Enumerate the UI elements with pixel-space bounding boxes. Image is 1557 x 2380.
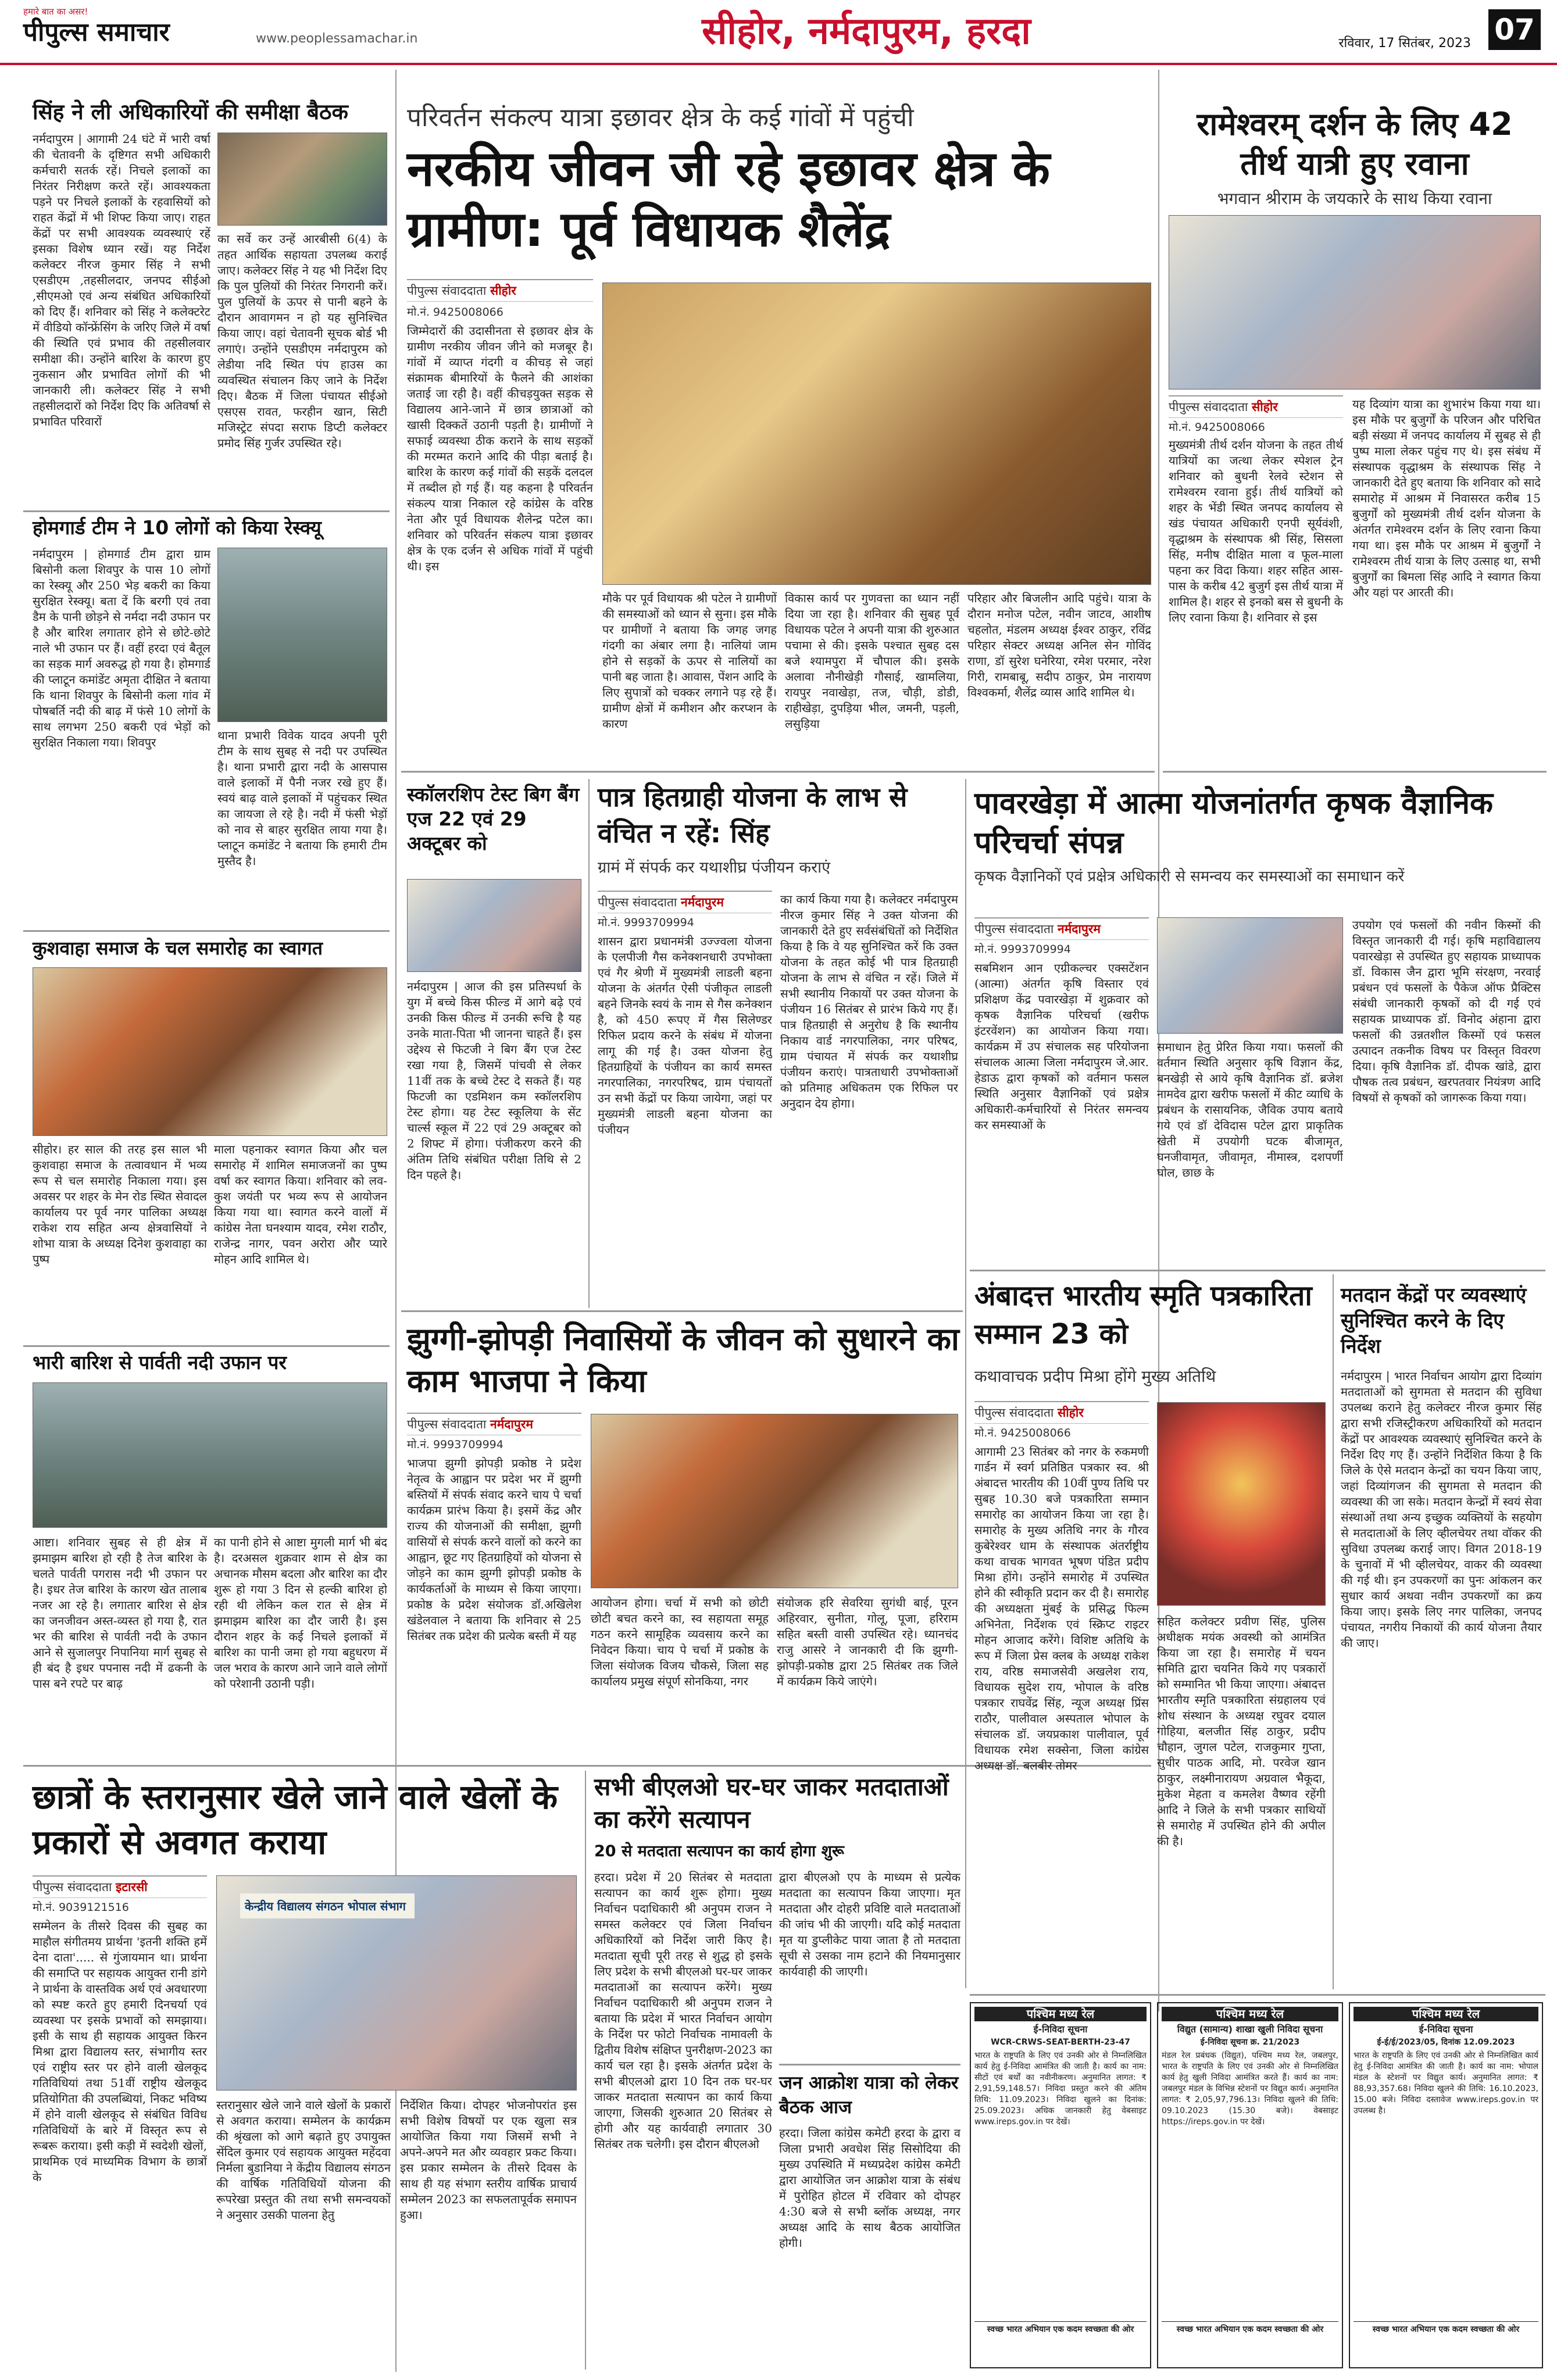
- article-ichhawar-col4: [967, 591, 1151, 765]
- subhead-rameshwaram: भगवान श्रीराम के जयकारे के साथ किया रवाना: [1217, 189, 1492, 208]
- article-text: सहित कलेक्टर प्रवीण सिंह, पुलिस अधीक्षक मयंक अवस्थी को आमंत्रित किया जा रहा है। समारोह में चयन समिति द्वारा चयनित किये गए पत्रकारों को सम्मानित भी किया जाएगा। अंबादत्त भारतीय स्मृति पत्रकारिता संग्रहालय एवं शोध संस्थान के अध्यक्ष रघुवर दयाल गोहिया, बलजीत सिंह ठाकुर, प्रदीप चौहान, जुगल पटेल, राजकुमार गुप्ता, सुधीर पाठक आदि, मो. परवेज खान ठाकुर, लक्ष्मीनारायण अग्रवाल भैकूदा, मुकेश मेहता व कमलेश वैष्णव रहेंगी आदि ने जिले के सभी पत्रकार साथियों से समारोह में उपस्थित होने की अपील की है।: [1157, 1614, 1326, 1848]
- article-text: समाधान हेतु प्रेरित किया गया। फसलों की वर्तमान स्थिति अनुसार कृषि विज्ञान केंद्र, बनखेड़ी से आये कृषि वैज्ञानिक डॉ. ब्रजेश नामदेव द्वारा खरीफ फसलों में कीट व्याधि के प्रबंधन के रासायनिक, जैविक उपाय बताये गये एवं डॉ देविदास पटेल द्वारा प्राकृतिक खेती में उपयोगी घटक बीजामृत, घनजीवामृत, जीवामृत, नीमास्त्र, दशपर्णी घोल, छाछ के: [1157, 1040, 1343, 1180]
- article-jhuggi-col1: [407, 1456, 581, 1758]
- article-text: विकास कार्य पर गुणवत्ता का ध्यान नहीं दिया जा रहा है। शनिवार की सुबह पूर्व विधायक पटेल ने अपनी यात्रा की शुरुआत पचामा से की। इसके पश्चात सुबह दस बजे श्यामपुरा में चौपाल की। इसके अलावा नौनीखेड़ी गौसाई, खामलिया, रायपुर नवाखेड़ा, तज, चौड़ी, डोडी, राहीखेड़ा, दुपड़िया भील, जमनी, पड़ली, लसुड़िया: [785, 591, 959, 731]
- notice-subtitle: ई-निविदा सूचना: [1419, 2024, 1473, 2035]
- article-patra-col1: [598, 934, 772, 1306]
- conference-photo: [216, 1875, 577, 2090]
- masthead: [0, 0, 1557, 65]
- headline-patra: पात्र हितग्राही योजना के लाभ से वंचित न रहें: सिंह: [598, 781, 908, 849]
- notice-footer: स्वच्छ भारत अभियान एक कदम स्वच्छता की ओर: [974, 2321, 1147, 2335]
- article-ambadatt-col2: [1157, 1614, 1326, 1991]
- article-text: सम्मेलन के तीसरे दिवस की सुबह का माहौल संगीतमय प्रार्थना 'इतनी शक्ति हमें देना दाता'..... से गुंजायमान था। प्रार्थना की समाप्ति पर सहायक आयुक्त रानी डांगे ने प्रार्थना के वास्तविक अर्थ एवं अवधारणा को स्पष्ट करते हुए हमारी दिनचर्या एवं व्यवस्था पर इसके प्रभावों को समझाया। इसी के साथ ही सहायक आयुक्त किरन मिश्रा द्वारा विद्यालय स्तर, संभागीय स्तर एवं राष्ट्रीय स्तर पर होने वाली खेलकूद गतिविधियां तथा 51वीं राष्ट्रीय खेलकूद प्रतियोगिता की उपलब्धियां, निकट भविष्य में होने वाली खेलकूद से संबंधित विविध गतिविधियों के बारे में विस्तृत रूप से रूबरू कराया। इसी कड़ी में स्वदेशी खेलों, प्राथमिक एवं माध्यमिक विभाग के छात्रों के: [33, 1919, 207, 2184]
- logo-text: पीपुल्स समाचार: [23, 17, 170, 47]
- railway-notice-3: [1349, 2002, 1543, 2368]
- article-homeguard: [33, 546, 210, 924]
- section-rule: [23, 510, 390, 512]
- byline-city: नर्मदापुरम: [1058, 922, 1101, 936]
- article-review-meeting: [33, 131, 210, 503]
- section-rule: [23, 930, 390, 932]
- collector-photo: [217, 133, 387, 226]
- article-text: हरदा। जिला कांग्रेस कमेटी हरदा के द्वारा व जिला प्रभारी अवधेश सिंह सिसोदिया की मुख्य उपस्थिति में मध्यप्रदेश कांग्रेस कमेटी द्वारा आयोजित जन आक्रोश यात्रा के संबंध में पुरोहित होटल में रविवार को दोपहर 4:30 बजे से सभी ब्लॉक अध्यक्ष, नगर अध्यक्ष आदि के साथ बैठक आयोजित होगी।: [779, 2126, 960, 2250]
- railway-notice-1: [970, 2002, 1151, 2368]
- article-ambadatt-col1: [974, 1444, 1149, 1991]
- article-text: परिहार और बिजलीन आदि पहुंचे। यात्रा के दौरान मनोज पटेल, नवीन जाटव, आशीष चहलोत, मंडलम अध्यक्ष ईश्वर ठाकुर, रविंद्र परिहार सेक्टर अध्यक्ष अनिल सेन गोविंद राणा, डॉ सुरेश घनेरिया, रमेश परमार, नरेश गिरी, रामबाबू, सदीप ठाकुर, प्रेम नारायण विश्वकर्मा, शैलेंद्र व्यास आदि शामिल थे।: [967, 591, 1151, 699]
- article-rameshwaram-col2: [1352, 396, 1541, 765]
- chai-pe-charcha-photo: [591, 1414, 958, 1588]
- issue-date: रविवार, 17 सितंबर, 2023: [1338, 36, 1471, 51]
- section-title: सीहोर, नर्मदापुरम, हरदा: [702, 10, 1031, 53]
- river-flood-photo: [33, 1382, 387, 1528]
- article-text: संयोजक हरि सेवरिया सुगंधी बाई, पूरन अहिरवार, सुनीता, गोलू, पूजा, हरिराम सहित बस्ती वासी उपस्थित रहे। ध्यानचंद राजु आसरे ने जानकारी दी कि झुग्गी-झोपड़ी-प्रकोष्ठ द्वारा 25 सितंबर तक जिले में कार्यक्रम किये जाएंगे।: [777, 1596, 958, 1688]
- article-text: नर्मदापुरम | आज की इस प्रतिस्पर्धा के युग में बच्चे किस फील्ड में आगे बढ़े एवं उनकी किस फील्ड में उनकी रूचि है यह उनके माता-पिता भी जानना चाहते हैं। इस उद्देश्य से फिटजी ने बिग बैंग एज टेस्ट रखा गया है, जिसमें पांचवी से लेकर 11वीं तक के बच्चे टेस्ट दे सकते हैं। यह फिटजी का एडमिशन कम स्कॉलरशिप टेस्ट होगा। यह टेस्ट स्कूलिया के सेंट चार्ल्स स्कूल में 22 एवं 29 अक्टूबर को 2 शिफ्ट में होगा। पंजीकरण करने की अंतिम तिथि संबंधित परीक्षा तिथि से 2 दिन पहले है।: [407, 980, 581, 1182]
- article-text: निर्देशित किया। दोपहर भोजनोपरांत इस सभी विशेष विषयों पर एक खुला सत्र आयोजित किया गया जिसमें सभी ने अपने-अपने मत और व्यवहार प्रकट किया। इस प्रकार सम्मेलन के तीसरे दिवस के साथ ही यह संभाग स्तरीय वार्षिक प्राचार्य सम्मेलन 2023 का सफलतापूर्वक समापन हुआ।: [400, 2098, 577, 2222]
- article-text: जिम्मेदारों की उदासीनता से इछावर क्षेत्र के ग्रामीण नरकीय जीवन जीने को मजबूर है। गांवों में व्याप्त गंदगी व कीचड़ से जहां संक्रामक बीमारियों के फैलने की आशंका जताई जा रही है। वहीं कीचड़युक्त सड़क से विद्यालय आने-जाने में छात्र छात्राओं को खासी दिक्कतें उठानी पड़ती है। ग्रामीणों ने सफाई व्यवस्था ठीक कराने के साथ सड़कों की मरम्मत कराने आदि की पीड़ा बताई है। बारिश के कारण कई गांवों की सड़कें दलदल में तब्दील हो गई हैं। यह कहना है परिवर्तन संकल्प यात्रा निकाल रहे कांग्रेस के वरिष्ठ नेता और पूर्व विधायक शैलेन्द्र पटेल का। शनिवार को परिवर्तन संकल्प यात्रा इछावर क्षेत्र के एक दर्जन से अधिक गांवों में पहुंची थी। इस: [407, 324, 593, 573]
- article-blo-col1: [594, 1870, 772, 2366]
- reporter-mobile: मो.नं. 9993709994: [974, 943, 1071, 956]
- article-text: सबमिशन आन एग्रीकल्चर एक्सटेंशन (आत्मा) अंतर्गत कृषि विस्तार एवं प्रशिक्षण केंद्र पवारखेड़ा में शुक्रवार को कृषक वैज्ञानिक परिचर्चा (खरीफ इंटरवेंशन) का आयोजन किया गया। कार्यक्रम में उप संचालक सह परियोजना संचालक आत्मा जिला नर्मदापुरम जे.आर. हेडाऊ द्वारा कृषकों को वर्तमान फसल स्थिति अनुसार वैज्ञानिकों एवं प्रक्षेत्र अधिकारी-कर्मचारियों से निरंतर समन्वय कर समस्याओं के: [974, 961, 1149, 1132]
- byline-text: पीपुल्स संवाददाता: [407, 1417, 487, 1431]
- article-text: का पानी होने से आष्टा मुगली मार्ग भी बंद है। दरअसल शुक्रवार शाम से क्षेत्र का अचानक मौसम बदला और बारिश का दौर शुरू हो गया 3 दिन से हल्की बारिश हो रही थी लेकिन कल रात से क्षेत्र में झमाझम बारिश का दौर जारी है। इस दौरान शहर के कई निचले इलाकों में बारिश का पानी जमा हो गया बहुधरण में जल भराव के कारण आने जाने वाले लोगों को परेशानी उठानी पड़ी।: [214, 1535, 387, 1691]
- article-text: माला पहनाकर स्वागत किया और चल समारोह में शामिल समाजजनों का पुष्प वर्षा कर स्वागत किया। शनिवार को लव-कुश जयंती पर भव्य रूप से आयोजन किया गया था। स्वागत करने वालों में कांग्रेस नेता घनश्याम यादव, रमेश राठौर, राजेन्द्र नागर, पवन अरोरा और प्यारे मोहन आदि शामिल थे।: [214, 1142, 387, 1266]
- byline-ambadatt: [974, 1401, 1149, 1424]
- headline-rameshwaram: रामेश्वरम् दर्शन के लिए 42 तीर्थ यात्री हुए रवाना: [1197, 106, 1513, 182]
- kicker-parivartan: परिवर्तन संकल्प यात्रा इछावर क्षेत्र के कई गांवों में पहुंची: [407, 103, 914, 133]
- byline-text: पीपुल्स संवाददाता: [407, 284, 487, 298]
- article-ichhawar-col3: [785, 591, 959, 765]
- article-text: यह दिव्यांग यात्रा का शुभारंभ किया गया था। इस मौके पर बुजुर्गों के परिजन और परिचित बड़ी संख्या में जनपद कार्यालय में सुबह से ही पुष्प माला लेकर पहुंच गए थे। इस संबंध में संस्थापक वृद्धाश्रम के संस्थापक सिंह ने जानकारी देते हुए बताया कि शनिवार को सादे समारोह में आश्रम में निवासरत करीब 15 बुजुर्गों को मुख्यमंत्री तीर्थ दर्शन योजना के अंतर्गत रामेश्वरम दर्शन के लिए रवाना किया गया था। इस मौके पर आश्रम में बुजुर्गों ने रामेश्वरम तीर्थ यात्रा के लिए उत्साह था, सभी बुजुर्गों का बिमला सिंह आदि ने स्वागत किया और यहां पर आरती की।: [1352, 397, 1541, 599]
- headline-ambadatt: अंबादत्त भारतीय स्मृति पत्रकारिता सम्मान 23 को: [974, 1280, 1312, 1350]
- byline-students: [33, 1875, 207, 1898]
- section-rule: [23, 1345, 390, 1347]
- subhead-ambadatt: कथावाचक प्रदीप मिश्रा होंगे मुख्य अतिथि: [974, 1367, 1216, 1386]
- reporter-mobile: मो.नं. 9993709994: [598, 916, 694, 929]
- section-rule: [1163, 771, 1547, 773]
- pradeep-mishra-photo: [1157, 1402, 1326, 1606]
- headline-parvati-river: भारी बारिश से पार्वती नदी उफान पर: [33, 1351, 287, 1374]
- article-parvati-cont: [214, 1535, 387, 1756]
- notice-body: भारत के राष्ट्रपति के लिए एवं उनकी ओर से निम्नलिखित कार्य हेतु ई-निविदा आमंत्रित की जाती है। कार्य का नाम: सीटों एवं बर्थों का नवीनीकरण। अनुमानित लागत: ₹ 2,91,59,148.57। निविदा प्रस्तुत करने की अंतिम तिथि: 11.09.2023। निविदा खुलने का दिनांक: 25.09.2023। अधिक जानकारी हेतु वेबसाइट www.ireps.gov.in पर देखें।: [974, 2051, 1147, 2127]
- article-patra-col2: [780, 892, 958, 1306]
- article-review-meeting-cont: [217, 231, 387, 503]
- byline-text: पीपुल्स संवाददाता: [974, 1406, 1054, 1420]
- article-jhuggi-col3: [777, 1595, 958, 1758]
- article-text: स्तरानुसार खेले जाने वाले खेलों के प्रकारों से अवगत कराया। सम्मेलन के कार्यक्रम की श्रृंखला को आगे बढ़ाते हुए उपायुक्त सेंदिल कुमार एवं सहायक आयुक्त महेंदवा निर्मला बुडानिया ने केंद्रीय विद्यालय संगठन की वार्षिक गतिविधियों योजना की रूपरेखा प्रस्तुत की तथा सभी समन्वयकों ने अनुसार उसकी पालना हेतु: [216, 2098, 391, 2222]
- article-text: शासन द्वारा प्रधानमंत्री उज्ज्वला योजना के एलपीजी गैस कनेक्शनधारी उपभोक्ता एवं गैर श्रेणी में मुख्यमंत्री लाडली बहना योजना के अंतर्गत ऐसी पंजीकृत लाडली बहने जिनके स्वयं के नाम से गैस कनेक्शन है, को 450 रूपए में गैस सिलेण्डर रिफिल प्रदाय करने के संबंध में योजना लागू की गई है। उक्त योजना हेतु हितग्राहियों के पंजीयन का कार्य समस्त नगरपालिका, नगरपरिषद, ग्राम पंचायतों उन सभी केंद्रों पर किया जायेगा, जहां पर मुख्यमंत्री लाडली बहना योजना का पंजीयन: [598, 934, 772, 1137]
- section-rule: [401, 771, 1155, 773]
- article-text: आगामी 23 सितंबर को नगर के रुकमणी गार्डन में स्वर्ग प्रतिष्ठित पत्रकार स्व. श्री अंबादत्त भारतीय की 10वीं पुण्य तिथि पर सुबह 10.30 बजे पत्रकारिता सम्मान समारोह का आयोजन किया जा रहा है। समारोह के मुख्य अतिथि नगर के गौरव कुबेरेश्वर धाम के संस्थापक अंतर्राष्ट्रीय कथा वाचक भागवत भूषण पंडित प्रदीप मिश्रा होंगे। उन्होंने समारोह में उपस्थित होने की स्वीकृति प्रदान कर दी है। समारोह की अध्यक्षता मुंबई के प्रसिद्ध फिल्म अभिनेता, निर्देशक एवं स्क्रिप्ट राइटर मोहन आजाद करेंगे। विशिष्ट अतिथि के रूप में जिला प्रेस क्लब के अध्यक्ष राकेश राय, वरिष्ठ समाजसेवी अखलेश राय, विधायक सुदेश राय, भोपाल के वरिष्ठ पत्रकार राघवेंद्र सिंह, न्यूज अध्यक्ष प्रिंस राठौर, पालीवाल अस्पताल भोपाल के संचालक डॉ. जयप्रकाश पालीवाल, पूर्व विधायक रमेश सक्सेना, जिला कांग्रेस अध्यक्ष डॉ. बलबीर तोमर: [974, 1445, 1149, 1773]
- article-scholarship: [407, 979, 581, 1305]
- notice-footer: स्वच्छ भारत अभियान एक कदम स्वच्छता की ओर: [1162, 2321, 1338, 2335]
- article-text: नर्मदापुरम | आगामी 24 घंटे में भारी वर्षा की चेतावनी के दृष्टिगत सभी अधिकारी कर्मचारी सतर्क रहें। निचले इलाकों का निरंतर निरीक्षण करते रहें। आवश्यकता पड़ने पर निचले इलाकों के रहवासियों को राहत केंद्रों में भी शिफ्ट किया जाए। राहत केंद्रों पर सभी आवश्यक व्यवस्थाएं रहें इसका विशेष ध्यान रखें। यह निर्देश कलेक्टर नीरज कुमार सिंह ने सभी एसडीएम ,तहसीलदार, जनपद सीईओ ,सीएमओ एवं अन्य संबंधित अधिकारियों को दिए हैं। शनिवार को सिंह ने कलेक्टरेट में वीडियो कॉन्फ्रेंसिंग के जरिए जिले में वर्षा की स्थिति एवं प्रभाव की तहसीलवार समीक्षा की। उन्होंने बारिश के कारण हुए नुकसान और प्रभावित लोगों की भी जानकारी ली। कलेक्टर सिंह ने सभी तहसीलदारों को निर्देश दिए कि अतिवर्षा से प्रभावित परिवारों: [33, 132, 210, 428]
- notice-ref: ई-निविदा सूचना क्र. 21/2023: [1200, 2038, 1300, 2047]
- headline-blo: सभी बीएलओ घर-घर जाकर मतदाताओं का करेंगे सत्यापन: [594, 1773, 949, 1834]
- reporter-mobile: मो.नं. 9425008066: [407, 306, 503, 319]
- reporter-mobile: मो.नं. 9039121516: [33, 1901, 129, 1914]
- byline-city: सीहोर: [1252, 400, 1278, 414]
- notice-subtitle: ई-निविदा सूचना: [1033, 2024, 1088, 2035]
- notice-ref: ई-ई/ई/2023/05, दिनांक 12.09.2023: [1377, 2038, 1515, 2047]
- subhead-patra: ग्रामं में संपर्क कर यथाशीघ्र पंजीयन कराएं: [598, 859, 831, 877]
- pilgrims-photo: [1169, 215, 1541, 389]
- headline-powerkheda: पावरखेड़ा में आत्मा योजनांतर्गत कृषक वैज्ञानिक परिचर्चा संपन्न: [974, 786, 1493, 860]
- scholarship-photo: [407, 879, 581, 972]
- subhead-powerkheda: कृषक वैज्ञानिकों एवं प्रक्षेत्र अधिकारी से समन्वय कर समस्याओं का समाधान करें: [974, 868, 1405, 885]
- article-text: का सर्वे कर उन्हें आरबीसी 6(4) के तहत आर्थिक सहायता उपलब्ध कराई जाए। कलेक्टर सिंह ने यह भी निर्देश दिए कि पुल पुलियों की निरंतर निगरानी करें। पुल पुलियों के ऊपर से पानी बहने के दौरान आवागमन न हो यह सुनिश्चित किया जाए। वहां चेतावनी सूचक बोर्ड भी लगाएं। उन्होंने एसडीएम नर्मदापुरम को लेडीया नदि स्थित पंप हाउस का व्यवस्थित संचालन किए जाने के निर्देश दिए। बैठक में जिला पंचायत सीईओ एसएस रावत, फरहीन खान, सिटी मजिस्ट्रेट संपदा सराफ डिप्टी कलेक्टर प्रमोद सिंह गुर्जर उपस्थित रहे।: [217, 232, 387, 450]
- article-jhuggi-col2: [591, 1595, 769, 1758]
- article-students-col1: [33, 1918, 207, 2366]
- notice-ref: WCR-CRWS-SEAT-BERTH-23-47: [991, 2038, 1130, 2047]
- byline-text: पीपुल्स संवाददाता: [598, 895, 677, 909]
- newspaper-logo: [23, 6, 267, 52]
- article-powerkheda-col2: [1157, 1039, 1343, 1263]
- headline-scholarship: स्कॉलरशिप टेस्ट बिग बैंग एज 22 एवं 29 अक्टूबर को: [407, 783, 580, 855]
- article-powerkheda-col1: [974, 960, 1149, 1263]
- article-ichhawar-col1: [407, 323, 593, 765]
- seminar-photo: [1157, 917, 1343, 1034]
- article-ichhawar-col2: [602, 591, 777, 765]
- chaupal-photo: [602, 283, 1151, 585]
- byline-patra: [598, 891, 772, 913]
- article-homeguard-cont: [217, 728, 387, 924]
- article-blo-col2: [779, 1870, 960, 2059]
- article-students-col2: [216, 2097, 391, 2366]
- section-rule: [779, 2064, 960, 2065]
- article-rameshwaram-col1: [1169, 437, 1343, 765]
- page-number: 07: [1488, 9, 1541, 50]
- byline-text: पीपुल्स संवाददाता: [1169, 400, 1248, 414]
- byline-city: सीहोर: [1058, 1406, 1084, 1420]
- article-text: थाना प्रभारी विवेक यादव अपनी पूरी टीम के साथ सुबह से नदी पर उपस्थित है। थाना प्रभारी द्वारा नदी के आसपास वाले इलाकों में पैनी नजर रखे हुए हैं। स्वयं बाढ़ वाले इलाकों में पहुंचकर स्थित का जायजा ले रहे है। नदी में फंसी भेड़ों को नाव से बाहर सुरक्षित लाया गया है। प्लाटून कमांडेंट ने बताया कि हमारी टीम मुस्तैद है।: [217, 728, 387, 868]
- headline-jan-aakrosh: जन आक्रोश यात्रा को लेकर बैठक आज: [779, 2072, 959, 2118]
- reporter-mobile: मो.नं. 9425008066: [1169, 421, 1265, 434]
- article-text: उपयोग एवं फसलों की नवीन किस्मों की विस्तृत जानकारी दी गई। कृषि महाविद्यालय पवारखेड़ा से उपस्थित हुए सहायक प्राध्यापक डॉ. विकास जैन द्वारा भूमि संरक्षण, नरवाई प्रबंधन एवं फसलों के पैकेज ऑफ प्रैक्टिस संबंधी जानकारी कृषकों को दी गई एवं सहायक प्राध्यापक डॉ. विनोद अंहाना द्वारा फसलों की उन्नतशील किस्मों एवं फसल उत्पादन तकनीक विषय पर विस्तृत विवरण दिया। कृषि वैज्ञानिक डॉ. दीपक खांडे, द्वारा पौषक तत्व प्रबंधन, खरपतवार नियंत्रण आदि विषयों से कृषकों को जागरूक किया गया।: [1352, 918, 1541, 1105]
- conference-banner: केन्द्रीय विद्यालय संगठन भोपाल संभाग: [240, 1893, 415, 1918]
- headline-ichhawar: नरकीय जीवन जी रहे इछावर क्षेत्र के ग्रामीण: पूर्व विधायक शैलेंद्र: [407, 140, 1050, 258]
- article-parvati: [33, 1535, 207, 1756]
- notice-title: पश्चिम मध्य रेल: [1162, 2007, 1338, 2021]
- byline-rameshwaram: [1169, 395, 1343, 418]
- section-rule: [970, 1994, 1545, 1996]
- article-students-col3: [400, 2097, 577, 2366]
- byline-city: नर्मदापुरम: [490, 1417, 533, 1431]
- article-powerkheda-col3: [1352, 917, 1541, 1263]
- rescue-photo: [217, 548, 387, 722]
- article-text: आयोजन होगा। चर्चा में सभी को छोटी छोटी बचत करने का, स्व सहायता समूह गठन करने सामूहिक व्यवसाय करने का निवेदन किया। चाय पे चर्चा में प्रकोष्ठ के जिला संयोजक विजय चौकसे, जिला सह कार्यालय प्रमुख संपूर्ण सोनकिया, नगर: [591, 1596, 769, 1688]
- article-kushwaha: [33, 1142, 207, 1339]
- notice-footer: स्वच्छ भारत अभियान एक कदम स्वच्छता की ओर: [1354, 2321, 1538, 2335]
- column-rule: [1333, 1274, 1334, 1989]
- article-text: नर्मदापुरम | होमगार्ड टीम द्वारा ग्राम बिसोनी कला शिवपुर के पास 10 लोगों का रेस्क्यू और 250 भेड़ बकरी का किया सुरक्षित रेस्क्यू। बता दें कि बरगी एवं तवा डैम के पानी छोड़ने से नर्मदा नदी उफान पर है और बारिश लगातार होने से छोटे-छोटे नाले भी उफान पर हैं। वहीं हरदा एवं बैतूल का सड़क मार्ग अवरुद्ध हो गया है। होमगार्ड की प्लाटून कमांडेंट अमृता दीक्षित ने बताया कि थाना शिवपुर के बिसोनी कला गांव में पोषबर्ति नदी की बाढ़ में फंसे 10 लोगों के साथ लगभग 250 बकरी एवं भेड़ों को सुरक्षित निकाला गया। शिवपुर: [33, 547, 210, 749]
- article-text: आष्टा। शनिवार सुबह से ही क्षेत्र में झमाझम बारिश हो रही है तेज बारिश के चलते पार्वती पगरास नदी भी उफान पर है। इधर तेज बारिश के कारण खेत तालाब नजर आ रहे है। लगातार बारिश से क्षेत्र का जनजीवन अस्त-व्यस्त हो गया है, रात भर की बारिश से पार्वती नदी के उफान आने से सुजालपुर निपानिया मार्ग सुबह से ही बंद है इधर पपनास नदी में ढकनी के पास बने रपटे पर बाढ़: [33, 1535, 207, 1691]
- section-rule: [970, 1270, 1545, 1271]
- column-rule: [588, 779, 590, 1308]
- notice-title: पश्चिम मध्य रेल: [974, 2007, 1147, 2021]
- reporter-mobile: मो.नं. 9993709994: [407, 1438, 503, 1451]
- notice-title: पश्चिम मध्य रेल: [1354, 2007, 1538, 2021]
- byline-city: इटारसी: [116, 1880, 148, 1894]
- article-text: सीहोर। हर साल की तरह इस साल भी कुशवाहा समाज के तत्वावधान में भव्य रूप से चल समारोह निकाला गया। इस अवसर पर शहर के मेन रोड स्थित सेवादल कार्यालय पर पूर्व नगर पालिका अध्यक्ष राकेश राय सहित अन्य क्षेत्रवासियों ने शोभा यात्रा के अध्यक्ष दिनेश कुशवाहा का पुष्प: [33, 1142, 207, 1266]
- article-text: हरदा। प्रदेश में 20 सितंबर से मतदाता सत्यापन का कार्य शुरू होगा। मुख्य निर्वाचन पदाधिकारी श्री अनुपम राजन ने समस्त कलेक्टर एवं जिला निर्वाचन अधिकारियों को निर्देश जारी किए है। मतदाता सूची पूरी तरह से शुद्ध हो इसके लिए प्रदेश के सभी बीएलओ घर-घर जाकर मतदाताओं का सत्यापन करेंगे। मुख्य निर्वाचन पदाधिकारी श्री अनुपम राजन ने बताया कि प्रदेश में भारत निर्वाचन आयोग के निर्देश पर फोटो निर्वाचक नामावली के द्वितीय विशेष संक्षिप्त पुनरीक्षण-2023 का कार्य चल रहा है। इसके अंतर्गत प्रदेश के सभी बीएलओ द्वारा 10 दिन तक घर-घर जाकर मतदाता सत्यापन का कार्य किया जाएगा, जिसकी शुरुआत 20 सितंबर से होगी और यह कार्यवाही लगातार 30 सितंबर तक चलेगी। इस दौरान बीएलओ: [594, 1870, 772, 2151]
- headline-jhuggi: झुग्गी-झोपड़ी निवासियों के जीवन को सुधारने का काम भाजपा ने किया: [407, 1321, 959, 1399]
- notice-subtitle: विद्युत (सामान्य) शाखा खुली निविदा सूचना: [1177, 2024, 1323, 2035]
- article-kushwaha-cont: [214, 1142, 387, 1339]
- article-text: नर्मदापुरम | भारत निर्वाचन आयोग द्वारा दिव्यांग मतदाताओं को सुगमता से मतदान की सुविधा उपलब्ध कराने हेतु कलेक्टर नीरज कुमार सिंह द्वारा सभी रजिस्ट्रीकरण अधिकारियों को मतदान केंद्रों पर आवश्यक व्यवस्थाएं सुनिश्चित करने के निर्देश दिए गए हैं। उन्होंने निर्देशित किया है कि जिले के ऐसे मतदान केन्द्रों का चयन किया जाए, जहां दिव्यांगजन की सुगमता से मतदान की व्यवस्था की जा सके। मतदान केन्द्रों में स्वयं सेवा संस्थाओं तथा अन्य इच्छुक व्यक्तियों के सहयोग से मतदाताओं के लिए व्हीलचेयर तथा वॉकर की सुविधा उपलब्ध कराई जाए। विगत 2018-19 के चुनावों में भी व्हीलचेयर, वाकर की व्यवस्था की गई थी। इन उपकरणों का पुनः आंकलन कर सुधार कार्य अथवा नवीन उपकरणों का क्रय किया जाए। इसके लिए नगर पालिका, जनपद पंचायत, नगरीय निकायों की कार्य योजना तैयार की जाए।: [1341, 1369, 1542, 1650]
- headline-kushwaha: कुशवाहा समाज के चल समारोह का स्वागत: [33, 937, 323, 959]
- byline-text: पीपुल्स संवाददाता: [974, 922, 1054, 936]
- headline-students: छात्रों के स्तरानुसार खेले जाने वाले खेलों के प्रकारों से अवगत कराया: [33, 1777, 558, 1862]
- article-text: भाजपा झुग्गी झोपड़ी प्रकोष्ठ ने प्रदेश नेतृत्व के आह्वान पर प्रदेश भर में झुग्गी बस्तियों में संपर्क संवाद करने चाय पे चर्चा कार्यक्रम प्रारंभ किया है। इसमें केंद्र और राज्य की योजनाओं की समीक्षा, झुग्गी वासियों से संपर्क करने वालों को करने का आह्वान, छूट गए हितग्राहियों को योजना से जोड़ने का काम झुग्गी झोपड़ी प्रकोष्ठ के कार्यकर्ताओं के माध्यम से किया जाएगा। प्रकोष्ठ के प्रदेश संयोजक डॉ.अखिलेश खंडेलवाल ने बताया कि शनिवार से 25 सितंबर तक प्रदेश की प्रत्येक बस्ती में यह: [407, 1456, 581, 1643]
- byline-city: नर्मदापुरम: [681, 895, 724, 909]
- section-rule: [401, 1310, 963, 1312]
- article-text: मौके पर पूर्व विधायक श्री पटेल ने ग्रामीणों की समस्याओं को ध्यान से सुना। इस मौके पर ग्रामीणों ने बताया कि जगह जगह गंदगी का अंबार लगा है। नालियां जाम होने से सड़कों के ऊपर से नालियों का पानी बह जाता है। आवास, पेंशन आदि के लिए सुपात्रों को चक्कर लगाने पड़ रहे हैं। ग्रामीण क्षेत्रों में कमीशन और करप्शन के कारण: [602, 591, 777, 731]
- byline-jhuggi: [407, 1413, 581, 1435]
- notice-body: मंडल रेल प्रबंधक (विद्युत), पश्चिम मध्य रेल, जबलपुर, भारत के राष्ट्रपति के लिए एवं उनकी ओर से निम्नलिखित कार्य हेतु खुली निविदा आमंत्रित करते हैं। कार्य का नाम: जबलपुर मंडल के विभिन्न स्टेशनों पर विद्युत कार्य। अनुमानित लागत: ₹ 2,05,97,796.13। निविदा खुलने की तिथि: 09.10.2023 (15.30 बजे)। वेबसाइट https://ireps.gov.in पर देखें।: [1162, 2051, 1338, 2127]
- website-url[interactable]: www.peoplessamachar.in: [256, 31, 418, 46]
- article-jan-aakrosh: [779, 2125, 960, 2366]
- article-text: का कार्य किया गया है। कलेक्टर नर्मदापुरम नीरज कुमार सिंह ने उक्त योजना की जानकारी देते हुए सर्वसंबंधितों को निर्देशित किया है कि वे यह सुनिश्चित करें कि उक्त योजना के तहत कोई भी पात्र हितग्राही योजना के लाभ से वंचित न रहें। जिले में सभी स्थानीय निकायों पर उक्त योजना के पंजीयन 16 सितंबर से प्रारंभ किये गए हैं। पात्र हितग्राही से अनुरोध है कि स्थानीय निकाय वार्ड नगरपालिका, नगर परिषद, ग्राम पंचायत में संपर्क कर यथाशीघ्र पंजीयन कराएं। पात्रताधारी उपभोक्ताओं को प्रतिमाह अधिकतम एक रिफिल पर अनुदान देय होगा।: [780, 892, 958, 1110]
- notice-body: भारत के राष्ट्रपति के लिए एवं उनकी ओर से निम्नलिखित कार्य हेतु ई-निविदा आमंत्रित की जाती है। कार्य का नाम: भोपाल मंडल के स्टेशनों पर विद्युत कार्य। अनुमानित लागत: ₹ 88,93,357.68। निविदा खुलने की तिथि: 16.10.2023, 15.00 बजे। निविदा दस्तावेज www.ireps.gov.in पर उपलब्ध है।: [1354, 2051, 1538, 2115]
- procession-photo: [33, 967, 387, 1136]
- article-text: द्वारा बीएलओ एप के माध्यम से प्रत्येक मतदाता का सत्यापन किया जाएगा। मृत मतदाता और दोहरी प्रविष्टि वाले मतदाताओं की जांच भी की जाएगी। यदि कोई मतदाता मृत या डुप्लीकेट पाया जाता है तो मतदाता सूची से उसका नाम हटाने की नियमानुसार कार्यवाही की जाएगी।: [779, 1870, 960, 1978]
- byline-text: पीपुल्स संवाददाता: [33, 1880, 112, 1894]
- headline-review-meeting: सिंह ने ली अधिकारियों की समीक्षा बैठक: [33, 99, 348, 124]
- byline-city: सीहोर: [490, 284, 516, 298]
- byline-ichhawar: [407, 279, 593, 302]
- column-rule: [965, 779, 966, 1988]
- railway-notice-2: [1157, 2002, 1343, 2368]
- byline-powerkheda: [974, 917, 1149, 940]
- headline-matdan: मतदान केंद्रों पर व्यवस्थाएं सुनिश्चित करने के दिए निर्देश: [1341, 1284, 1527, 1358]
- article-matdan: [1341, 1368, 1542, 1985]
- column-rule: [585, 1771, 586, 2370]
- headline-homeguard-rescue: होमगार्ड टीम ने 10 लोगों को किया रेस्क्यू: [33, 516, 322, 539]
- logo-tagline: हमारे बात का असर!: [23, 6, 88, 17]
- reporter-mobile: मो.नं. 9425008066: [974, 1427, 1071, 1439]
- article-text: मुख्यमंत्री तीर्थ दर्शन योजना के तहत तीर्थ यात्रियों का जत्था लेकर स्पेशल ट्रेन शनिवार को बुधनी रेलवे स्टेशन से रामेश्वरम रवाना हुई। तीर्थ यात्रियों को शहर के भेंडी स्थित जनपद कार्यालय से खंड पंचायत अधिकारी एनपी सूर्यवंशी, वृद्धाश्रम के संस्थापक श्री सिंह, सिसला सिंह, मनीष दीक्षित माला व फूल-माला पहना कर विदा किया। शहर सहित आस-पास के करीब 42 बुजुर्ग इस तीर्थ यात्रा में शामिल है। शहर से इनको बस से बुधनी के लिए रवाना किया है। शनिवार से इस: [1169, 438, 1343, 624]
- subhead-blo: 20 से मतदाता सत्यापन का कार्य होगा शुरू: [594, 1842, 844, 1860]
